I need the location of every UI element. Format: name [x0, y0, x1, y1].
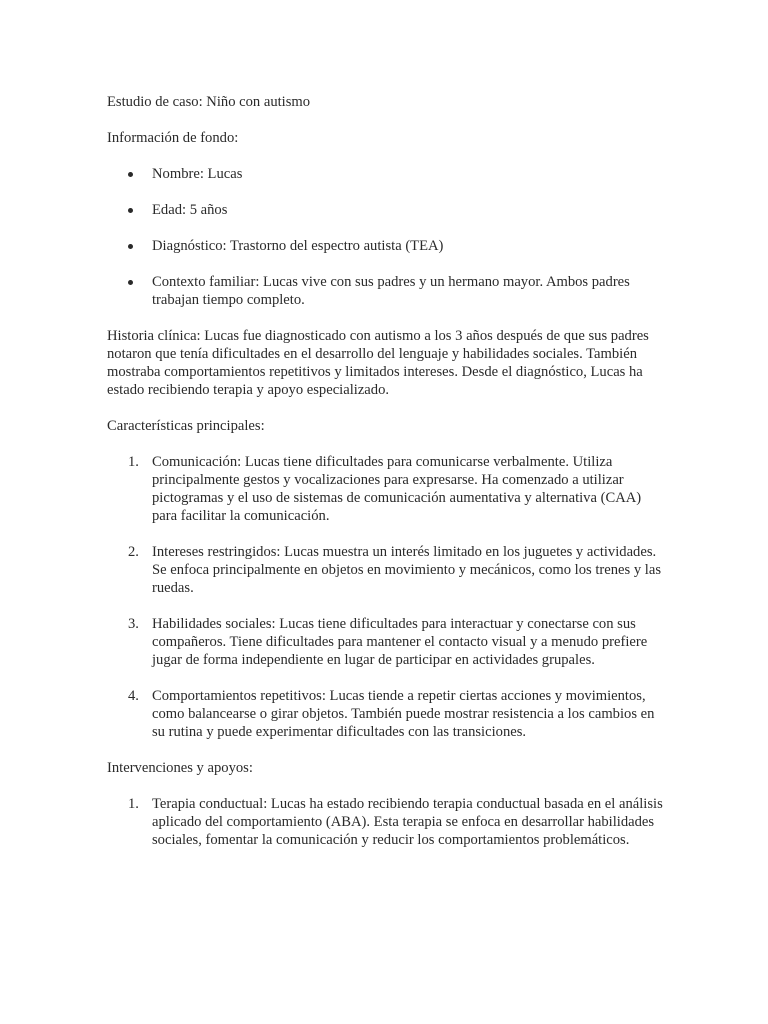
list-item-number: 1. [128, 454, 139, 470]
list-item-number: 4. [128, 688, 139, 704]
list-item-text: Diagnóstico: Trastorno del espectro autista (TEA) [152, 238, 444, 254]
list-item [107, 237, 667, 255]
list-item [107, 795, 667, 849]
characteristics-list [107, 453, 667, 741]
list-item-text: Contexto familiar: Lucas vive con sus padres y un hermano mayor. Ambos padres trabajan tiempo completo. [152, 274, 630, 308]
clinical-history-paragraph: Historia clínica: Lucas fue diagnosticado con autismo a los 3 años después de que sus padres notaron que tenía dificultades en el desarrollo del lenguaje y habilidades sociales. También mostraba comportamientos repetitivos y limitados intereses. Desde el diagnóstico, Lucas ha estado recibiendo terapia y apoyo especializado. [107, 328, 649, 398]
interventions-heading: Intervenciones y apoyos: [107, 760, 253, 776]
list-item-text: Nombre: Lucas [152, 166, 243, 182]
list-item-number: 1. [128, 796, 139, 812]
list-item [107, 543, 667, 597]
bullet-icon [128, 280, 133, 285]
list-item-text: Edad: 5 años [152, 202, 228, 218]
list-item [107, 273, 667, 309]
list-item-text: Intereses restringidos: Lucas muestra un interés limitado en los juguetes y actividades. Se enfoca principalmente en objetos en movimiento y mecánicos, como los trenes y las ruedas. [152, 544, 662, 596]
characteristics-heading: Características principales: [107, 418, 265, 434]
bullet-icon [128, 244, 133, 249]
background-heading: Información de fondo: [107, 130, 239, 146]
interventions-list [107, 795, 667, 849]
list-item-number: 2. [128, 544, 139, 560]
list-item-text: Comportamientos repetitivos: Lucas tiende a repetir ciertas acciones y movimientos, como balancearse o girar objetos. También puede mostrar resistencia a los cambios en su rutina y puede experimentar dificultades con las transiciones. [152, 688, 655, 740]
list-item [107, 165, 667, 183]
list-item [107, 201, 667, 219]
list-item [107, 615, 667, 669]
list-item-text: Terapia conductual: Lucas ha estado recibiendo terapia conductual basada en el análisis aplicado del comportamiento (ABA). Esta terapia se enfoca en desarrollar habilidades sociales, fomentar la comunicación y reducir los comportamientos problemáticos. [152, 796, 663, 848]
document-body [107, 93, 667, 867]
list-item-text: Habilidades sociales: Lucas tiene dificultades para interactuar y conectarse con sus compañeros. Tiene dificultades para mantener el contacto visual y a menudo prefiere jugar de forma independiente en lugar de participar en actividades grupales. [152, 616, 648, 668]
list-item-number: 3. [128, 616, 139, 632]
bullet-icon [128, 172, 133, 177]
list-item-text: Comunicación: Lucas tiene dificultades para comunicarse verbalmente. Utiliza principalmente gestos y vocalizaciones para expresarse. Ha comenzado a utilizar pictogramas y el uso de sistemas de comunicación aumentativa y alternativa (CAA) para facilitar la comunicación. [152, 454, 642, 524]
list-item [107, 687, 667, 741]
list-item [107, 453, 667, 525]
document-title: Estudio de caso: Niño con autismo [107, 94, 311, 110]
bullet-icon [128, 208, 133, 213]
background-list [107, 165, 667, 309]
